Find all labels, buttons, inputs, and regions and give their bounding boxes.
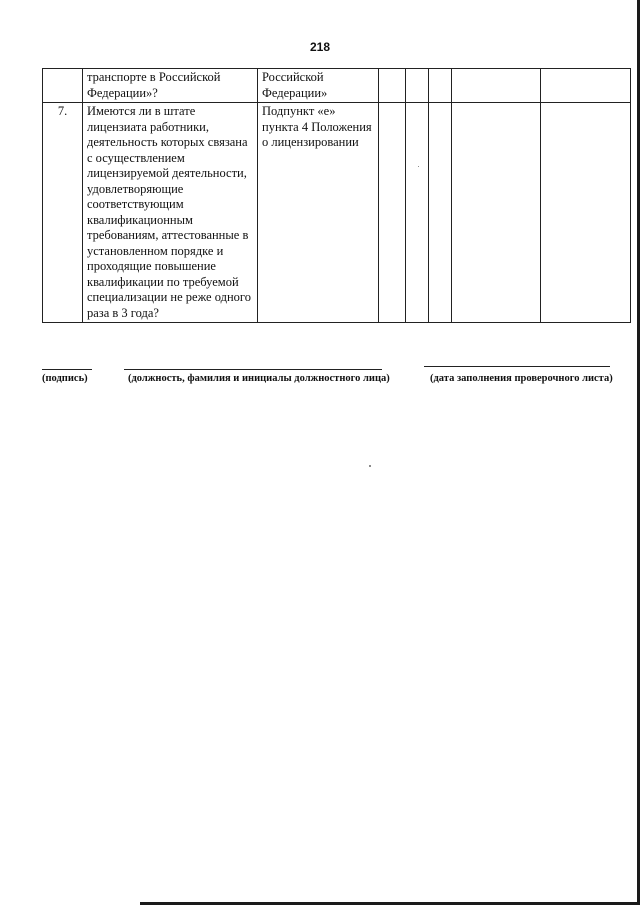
- notes-cell: [541, 103, 631, 323]
- scan-speck: [369, 465, 371, 467]
- question-text: транспорте в Российской Федерации»?: [83, 69, 258, 103]
- page-number: 218: [309, 40, 331, 54]
- answer-extra-cell: [452, 103, 541, 323]
- answer-na-cell: [429, 69, 452, 103]
- signature-line: [42, 369, 92, 370]
- position-line: [124, 369, 382, 370]
- question-text: Имеются ли в штате лицензиата работники, деятельность которых связана с осуществлением лицензируемой деятельности, удовлетворяющие соответствующим квалификационным требованиям, аттестованные в установленном порядке и проходящие повышение квалификации по требуемой специализации не реже одного раза в 3 года?: [83, 103, 258, 323]
- date-label: (дата заполнения проверочного листа): [430, 373, 613, 384]
- position-label: (должность, фамилия и инициалы должностного лица): [128, 373, 390, 384]
- answer-yes-cell: [379, 69, 406, 103]
- scan-speck: [418, 166, 419, 167]
- answer-yes-cell: [379, 103, 406, 323]
- signature-label: (подпись): [42, 373, 88, 384]
- answer-extra-cell: [452, 69, 541, 103]
- row-number: [43, 69, 83, 103]
- notes-cell: [541, 69, 631, 103]
- checklist-table: [42, 68, 631, 323]
- row-number: 7.: [43, 103, 83, 323]
- table-row: [43, 69, 631, 103]
- table-row: [43, 103, 631, 323]
- answer-no-cell: [406, 69, 429, 103]
- answer-na-cell: [429, 103, 452, 323]
- legal-basis-text: Российской Федерации»: [258, 69, 379, 103]
- date-line: [424, 366, 610, 367]
- legal-basis-text: Подпункт «е» пункта 4 Положения о лицензировании: [258, 103, 379, 323]
- answer-no-cell: [406, 103, 429, 323]
